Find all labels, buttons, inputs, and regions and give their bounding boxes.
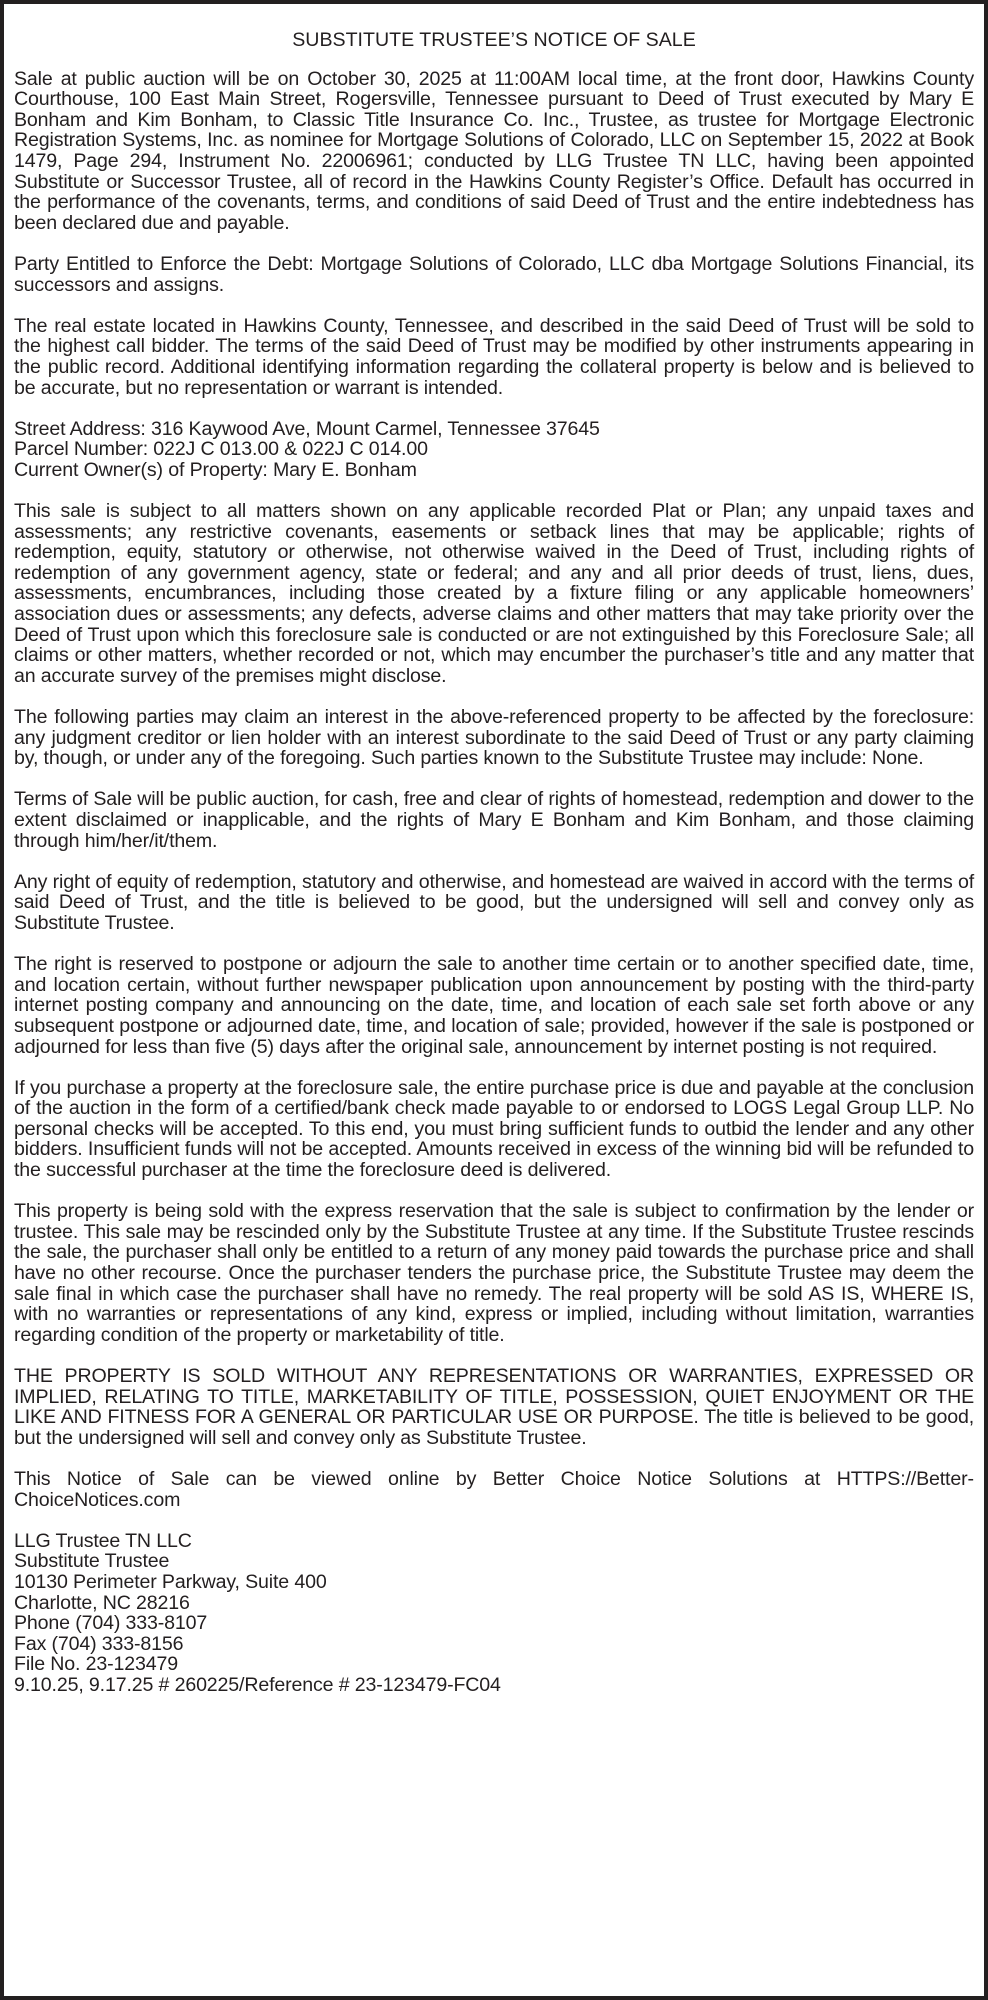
trustee-phone: Phone (704) 333-8107: [14, 1612, 208, 1635]
trustee-company: LLG Trustee TN LLC: [14, 1529, 192, 1552]
online-notice-paragraph: This Notice of Sale can be viewed online by Better Choice Notice Solutions at HTTPS://BetterChoiceNotices.com: [14, 1467, 974, 1511]
street-address: Street Address: 316 Kaywood Ave, Mount Carmel, Tennessee 37645: [14, 417, 600, 440]
postponement-paragraph: The right is reserved to postpone or adjourn the sale to another time certain or to another specified date, time, and location certain, without further newspaper publication upon announcement by posting with the third-party internet posting company and announcing on the date, time, and location of each sale set forth above or any subsequent postpone or adjourned date, time, and location of sale; provided, however if the sale is postponed or adjourned for less than five (5) days after the original sale, announcement by internet posting is not required.: [14, 953, 974, 1058]
current-owner: Current Owner(s) of Property: Mary E. Bonham: [14, 458, 417, 481]
real-estate-paragraph: The real estate located in Hawkins County, Tennessee, and described in the said Deed of Trust will be sold to the highest call bidder. The terms of the said Deed of Trust may be modified by other instruments appearing in the public record. Additional identifying information regarding the collateral property is below and is believed to be accurate, but no representation or warrant is intended.: [14, 314, 974, 399]
disclaimer-paragraph: THE PROPERTY IS SOLD WITHOUT ANY REPRESENTATIONS OR WARRANTIES, EXPRESSED OR IMPLIED, RELATING TO TITLE, MARKETABILITY OF TITLE, POSSESSION, QUIET ENJOYMENT OR THE LIKE AND FITNESS FOR A GENERAL OR PARTICULAR USE OR PURPOSE. The title is believed to be good, but the undersigned will sell and convey only as Substitute Trustee.: [14, 1365, 974, 1449]
party-entitled-paragraph: Party Entitled to Enforce the Debt: Mortgage Solutions of Colorado, LLC dba Mortgage Solutions Financial, its successors and assigns.: [14, 252, 974, 296]
trustee-signature-block: [14, 1531, 974, 1696]
reservation-paragraph: This property is being sold with the express reservation that the sale is subject to confirmation by the lender or trustee. This sale may be rescinded only by the Substitute Trustee at any time. If the Substitute Trustee rescinds the sale, the purchaser shall only be entitled to a return of any money paid towards the purchase price and shall have no other recourse. Once the purchaser tenders the purchase price, the Substitute Trustee may deem the sale final in which case the purchaser shall have no remedy. The real property will be sold AS IS, WHERE IS, with no warranties or representations of any kind, express or implied, including without limitation, warranties regarding condition of the property or marketability of title.: [14, 1200, 974, 1346]
trustee-address-line2: Charlotte, NC 28216: [14, 1591, 190, 1614]
sale-details-paragraph: Sale at public auction will be on October 30, 2025 at 11:00AM local time, at the front door, Hawkins County Courthouse, 100 East Main Street, Rogersville, Tennessee pursuant to Deed of Trust executed by Mary E Bonham and Kim Bonham, to Classic Title Insurance Co. Inc., Trustee, as trustee for Mortgage Electronic Registration Systems, Inc. as nominee for Mortgage Solutions of Colorado, LLC on September 15, 2022 at Book 1479, Page 294, Instrument No. 22006961; conducted by LLG Trustee TN LLC, having been appointed Substitute or Successor Trustee, all of record in the Hawkins County Register’s Office. Default has occurred in the performance of the covenants, terms, and conditions of said Deed of Trust and the entire indebtedness has been declared due and payable.: [14, 67, 974, 234]
interested-parties-paragraph: The following parties may claim an interest in the above-referenced property to be affected by the foreclosure: any judgment creditor or lien holder with an interest subordinate to the said Deed of Trust or any party claiming by, though, or under any of the foregoing. Such parties known to the Substitute Trustee may include: None.: [14, 706, 974, 770]
trustee-address-line1: 10130 Perimeter Parkway, Suite 400: [14, 1570, 327, 1593]
publication-reference: 9.10.25, 9.17.25 # 260225/Reference # 23-123479-FC04: [14, 1673, 501, 1696]
equity-redemption-paragraph: Any right of equity of redemption, statutory and otherwise, and homestead are waived in accord with the terms of said Deed of Trust, and the title is believed to be good, but the undersigned will sell and convey only as Substitute Trustee.: [14, 870, 974, 934]
notice-title: SUBSTITUTE TRUSTEE’S NOTICE OF SALE: [292, 29, 696, 51]
terms-of-sale-paragraph: Terms of Sale will be public auction, for cash, free and clear of rights of homestead, redemption and dower to the extent disclaimed or inapplicable, and the rights of Mary E Bonham and Kim Bonham, and those claiming through him/her/it/them.: [14, 788, 974, 852]
property-info: [14, 419, 974, 481]
matters-paragraph: This sale is subject to all matters shown on any applicable recorded Plat or Plan; any unpaid taxes and assessments; any restrictive covenants, easements or setback lines that may be applicable; rights of redemption, equity, statutory or otherwise, not otherwise waived in the Deed of Trust, including rights of redemption of any government agency, state or federal; and any and all prior deeds of trust, liens, dues, assessments, encumbrances, including those created by a fixture filing or any applicable homeowners’ association dues or assessments; any defects, adverse claims and other matters that may take priority over the Deed of Trust upon which this foreclosure sale is conducted or are not extinguished by this Foreclosure Sale; all claims or other matters, whether recorded or not, which may encumber the purchaser’s title and any matter that an accurate survey of the premises might disclose.: [14, 500, 974, 687]
trustee-fax: Fax (704) 333-8156: [14, 1632, 184, 1655]
file-number: File No. 23-123479: [14, 1653, 178, 1676]
trustee-role: Substitute Trustee: [14, 1550, 170, 1573]
parcel-number: Parcel Number: 022J C 013.00 & 022J C 014.00: [14, 438, 428, 461]
purchase-price-paragraph: If you purchase a property at the foreclosure sale, the entire purchase price is due and payable at the conclusion of the auction in the form of a certified/bank check made payable to or endorsed to LOGS Legal Group LLP. No personal checks will be accepted. To this end, you must bring sufficient funds to outbid the lender and any other bidders. Insufficient funds will not be accepted. Amounts received in excess of the winning bid will be refunded to the successful purchaser at the time the foreclosure deed is delivered.: [14, 1076, 974, 1182]
